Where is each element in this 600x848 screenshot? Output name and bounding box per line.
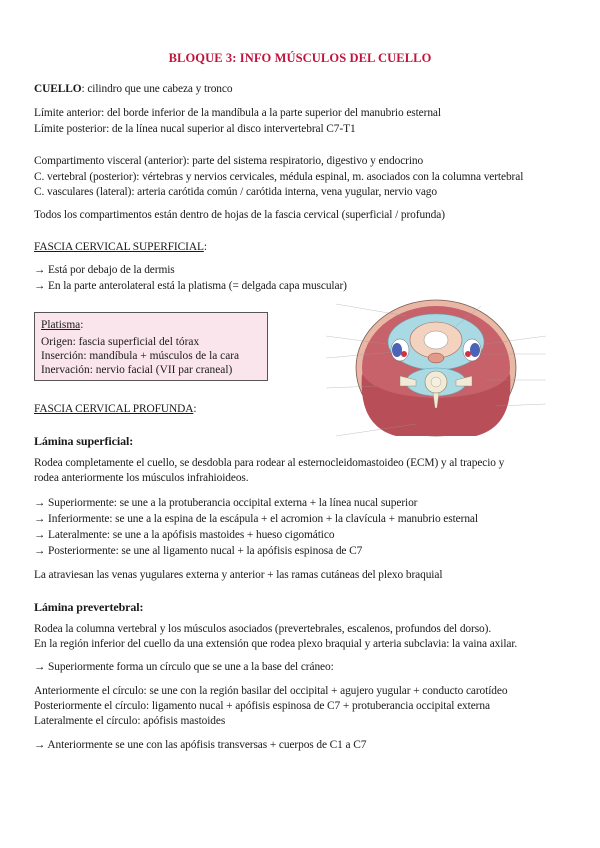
lamina-superficial-desc: rodea anteriormente los músculos infrahioideos. bbox=[34, 472, 249, 484]
circulo-anteriormente: Anteriormente el círculo: se une con la región basilar del occipital + agujero yugular + conducto carotídeo bbox=[34, 685, 508, 697]
page-title: BLOQUE 3: INFO MÚSCULOS DEL CUELLO bbox=[168, 51, 432, 65]
lamina-superficial-heading: Lámina superficial: bbox=[34, 434, 134, 448]
fascia-superficial-item: → Está por debajo de la dermis bbox=[34, 264, 175, 276]
lamina-superficial-item: → Lateralmente: se une a la apófisis mastoides + hueso cigomático bbox=[34, 529, 335, 541]
lamina-prevertebral-anteriormente: → Anteriormente se une con las apófisis transversas + cuerpos de C1 a C7 bbox=[34, 739, 367, 751]
circulo-lateralmente: Lateralmente el círculo: apófisis mastoides bbox=[34, 715, 226, 727]
fascia-superficial-heading: FASCIA CERVICAL SUPERFICIAL: bbox=[34, 241, 207, 253]
limite-posterior: Límite posterior: de la línea nucal superior al disco intervertebral C7-T1 bbox=[34, 123, 356, 135]
lamina-superficial-desc: Rodea completamente el cuello, se desdobla para rodear al esternocleidomastoideo (ECM) y al trapecio y bbox=[34, 457, 505, 469]
lamina-superficial-item: → Posteriormente: se une al ligamento nucal + la apófisis espinosa de C7 bbox=[34, 545, 363, 557]
platisma-inervacion: Inervación: nervio facial (VII par craneal) bbox=[41, 364, 233, 376]
compartimento-vertebral: C. vertebral (posterior): vértebras y nervios cervicales, médula espinal, m. asociados con la columna vertebral bbox=[34, 171, 524, 183]
lamina-superficial-item: → Inferiormente: se une a la espina de la escápula + el acromion + la clavícula + manubrio esternal bbox=[34, 513, 478, 525]
cuello-label: CUELLO bbox=[34, 83, 82, 95]
platisma-heading: Platisma: bbox=[41, 319, 84, 331]
compartimentos-fascia: Todos los compartimentos están dentro de hojas de la fascia cervical (superficial / profunda) bbox=[34, 209, 445, 221]
lamina-superficial-item: → Superiormente: se une a la protuberancia occipital externa + la línea nucal superior bbox=[34, 497, 418, 509]
platisma-insercion: Inserción: mandíbula + músculos de la cara bbox=[41, 350, 240, 362]
neck-cross-section-figure bbox=[296, 296, 578, 444]
lamina-superficial-atraviesan: La atraviesan las venas yugulares externa y anterior + las ramas cutáneas del plexo braquial bbox=[34, 569, 443, 581]
circulo-posteriormente: Posteriormente el círculo: ligamento nucal + apófisis espinosa de C7 + protuberancia occipital externa bbox=[34, 700, 490, 712]
lamina-prevertebral-heading: Lámina prevertebral: bbox=[34, 600, 144, 614]
cuello-definition: CUELLO: cilindro que une cabeza y tronco bbox=[34, 83, 233, 95]
fascia-superficial-item: → En la parte anterolateral está la platisma (= delgada capa muscular) bbox=[34, 280, 347, 292]
lamina-prevertebral-desc: En la región inferior del cuello da una extensión que rodea plexo braquial y arteria subclavia: la vaina axilar. bbox=[34, 638, 518, 650]
lamina-prevertebral-superiormente: → Superiormente forma un círculo que se une a la base del cráneo: bbox=[34, 661, 334, 673]
compartimento-visceral: Compartimento visceral (anterior): parte del sistema respiratorio, digestivo y endocrino bbox=[34, 155, 424, 167]
fascia-profunda-heading: FASCIA CERVICAL PROFUNDA: bbox=[34, 403, 197, 415]
compartimento-vasculares: C. vasculares (lateral): arteria carótida común / carótida interna, vena yugular, nervio vago bbox=[34, 186, 437, 198]
limite-anterior: Límite anterior: del borde inferior de la mandíbula a la parte superior del manubrio esternal bbox=[34, 107, 441, 119]
lamina-prevertebral-desc: Rodea la columna vertebral y los músculos asociados (prevertebrales, escalenos, profundos del dorso). bbox=[34, 623, 492, 635]
platisma-box bbox=[34, 312, 268, 381]
platisma-origen: Origen: fascia superficial del tórax bbox=[41, 336, 200, 348]
